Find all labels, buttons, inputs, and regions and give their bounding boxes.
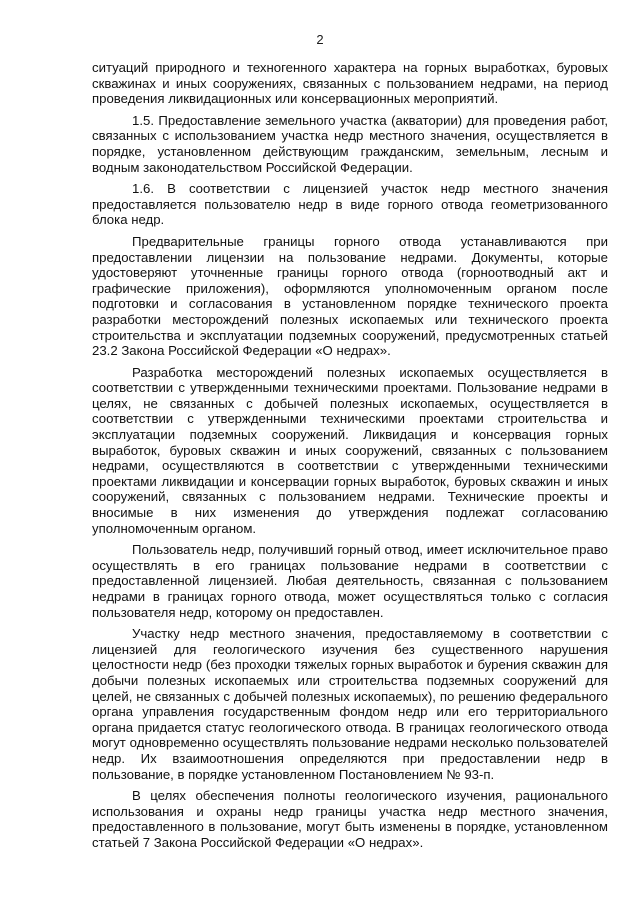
paragraph-exclusive-right: Пользователь недр, получивший горный отвод, имеет исключительное право осуществлять в его границах пользование недрами в соответствии с предоставленной лицензией. Любая деятельность, связанная с пользованием недрами в границах горного отвода, может осуществляться только с согласия пользователя недр, которому он предоставлен. <box>92 542 608 620</box>
paragraph-deposit-development: Разработка месторождений полезных ископаемых осуществляется в соответствии с утвержденными техническими проектами. Пользование недрами в целях, не связанных с добычей полезных ископаемых, осуществляется в соответствии с утвержденными техническими проектами строительства и эксплуатации подземных сооружений. Ликвидация и консервация горных выработок, буровых скважин и иных сооружений, связанных с пользованием недрами, осуществляются в соответствии с утвержденными техническими проектами ликвидации и консервации горных выработок, буровых скважин и иных сооружений, связанных с пользованием недрами. Технические проекты и вносимые в них изменения до утверждения подлежат согласованию уполномоченным органом. <box>92 364 608 536</box>
paragraph-boundary-change: В целях обеспечения полноты геологического изучения, рационального использования и охраны недр границы участка недр местного значения, предоставленного в пользование, могут быть изменены в порядке, установленном статьей 7 Закона Российской Федерации «О недрах». <box>92 788 608 850</box>
page-number: 2 <box>316 32 324 47</box>
document-body <box>92 60 608 851</box>
paragraph-geological-allotment: Участку недр местного значения, предоставляемому в соответствии с лицензией для геологического изучения без существенного нарушения целостности недр (без проходки тяжелых горных выработок и бурения скважин для добычи полезных ископаемых или строительства подземных сооружений для целей, не связанных с добычей полезных ископаемых), по решению федерального органа управления государственным фондом недр или его территориального органа придается статус геологического отвода. В границах геологического отвода могут одновременно осуществлять пользование недрами несколько пользователей недр. Их взаимоотношения определяются при предоставлении недр в пользование, в порядке установленном Постановлением № 93-п. <box>92 626 608 782</box>
paragraph-continuation: ситуаций природного и техногенного характера на горных выработках, буровых скважинах и иных сооружениях, связанных с пользованием недрами, на период проведения ликвидационных или консервационных мероприятий. <box>92 60 608 107</box>
paragraph-preliminary-boundaries: Предварительные границы горного отвода устанавливаются при предоставлении лицензии на пользование недрами. Документы, которые удостоверяют уточненные границы горного отвода (горноотводный акт и графические приложения), оформляются уполномоченным органом после подготовки и согласования в установленном порядке технического проекта разработки месторождений полезных ископаемых или технического проекта строительства и эксплуатации подземных сооружений, предусмотренных статьей 23.2 Закона Российской Федерации «О недрах». <box>92 233 608 359</box>
paragraph-1-5: 1.5. Предоставление земельного участка (акватории) для проведения работ, связанных с использованием участка недр местного значения, осуществляется в порядке, установленном действующим гражданским, земельным, лесным и водным законодательством Российской Федерации. <box>92 112 608 175</box>
paragraph-1-6: 1.6. В соответствии с лицензией участок недр местного значения предоставляется пользователю недр в виде горного отвода геометризованного блока недр. <box>92 181 608 228</box>
